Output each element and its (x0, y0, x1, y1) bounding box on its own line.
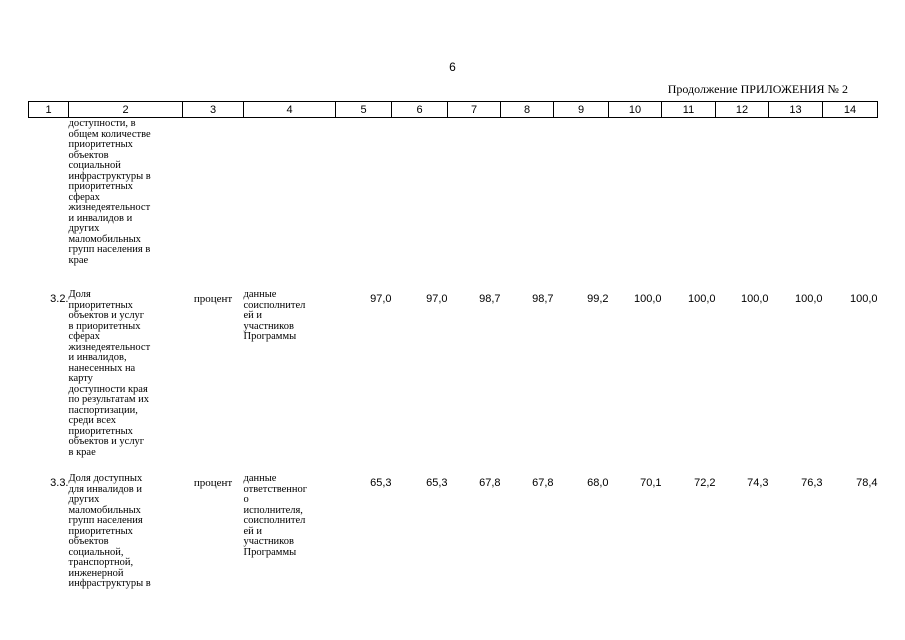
description-line: социальной (68, 160, 121, 171)
description-line: других (68, 494, 100, 505)
description-line: других (68, 223, 100, 234)
source-cell (244, 118, 336, 282)
row-index (29, 118, 69, 282)
unit-cell: процент (193, 477, 233, 489)
description-line: и инвалидов и (68, 212, 133, 224)
source-cell (244, 281, 336, 465)
appendix-table (28, 101, 878, 590)
value-cell: 99,2 (587, 293, 609, 305)
source-cell (244, 465, 336, 590)
description-line: в приоритетных (68, 320, 141, 332)
column-header: 4 (244, 102, 336, 118)
value-cell (554, 118, 609, 282)
column-header: 1 (29, 102, 69, 118)
source-line: ответственног (243, 483, 308, 495)
description-line: Доля (68, 289, 91, 300)
column-header: 9 (554, 102, 609, 118)
column-header: 3 (183, 102, 244, 118)
source-line: соисполнител (243, 299, 306, 311)
source-line: участников (243, 536, 294, 547)
row-index: 3.3. (50, 477, 69, 489)
column-header: 12 (716, 102, 769, 118)
description-line: крае (68, 254, 89, 266)
description-line: объектов и услуг (68, 436, 145, 447)
description-line: в крае (68, 446, 96, 458)
value-cell (501, 118, 554, 282)
description-line: карту (68, 373, 93, 384)
source-line: данные (243, 473, 277, 484)
value-cell (716, 118, 769, 282)
value-cell: 98,7 (479, 293, 501, 305)
value-cell: 72,2 (694, 477, 716, 489)
description-line: приоритетных (68, 425, 133, 437)
description-line: по результатам их (68, 394, 149, 405)
value-cell: 100,0 (633, 293, 662, 305)
row-index: 3.2. (50, 293, 69, 305)
value-cell (662, 118, 716, 282)
description-line: социальной, (68, 546, 124, 558)
description-line: сферах (68, 331, 100, 342)
column-header: 6 (392, 102, 448, 118)
column-header: 10 (609, 102, 662, 118)
description-line: групп населения в (68, 244, 151, 255)
source-line: исполнителя, (243, 504, 303, 516)
description-line: доступности края (68, 383, 148, 395)
unit-cell (183, 118, 244, 282)
unit-cell: процент (193, 293, 233, 305)
source-line: Программы (243, 331, 297, 342)
description-line: маломобильных (68, 233, 141, 245)
value-cell: 98,7 (532, 293, 554, 305)
description-line: жизнедеятельност (68, 202, 151, 213)
description-line: объектов (68, 149, 109, 161)
value-cell: 100,0 (849, 293, 878, 305)
description-line: сферах (68, 191, 100, 203)
description-line: объектов и услуг (68, 310, 145, 321)
value-cell: 67,8 (479, 477, 501, 489)
description-line: паспортизации, (68, 404, 138, 416)
value-cell (823, 118, 878, 282)
column-header: 8 (501, 102, 554, 118)
value-cell (609, 118, 662, 282)
table-row (29, 281, 878, 465)
source-line: Программы (243, 546, 297, 558)
indicator-description (69, 118, 183, 282)
source-line: о (243, 494, 249, 505)
source-line: участников (243, 320, 294, 332)
value-cell: 100,0 (687, 293, 716, 305)
value-cell: 100,0 (740, 293, 769, 305)
description-line: инфраструктуры в (68, 578, 151, 589)
description-line: приоритетных (68, 181, 133, 192)
description-line: групп населения (68, 515, 143, 526)
source-line: ей и (243, 310, 263, 321)
value-cell (448, 118, 501, 282)
table-row (29, 118, 878, 282)
value-cell: 70,1 (640, 477, 662, 489)
column-header: 2 (69, 102, 183, 118)
source-line: ей и (243, 525, 263, 537)
description-line: инфраструктуры в (68, 170, 151, 182)
description-line: объектов (68, 536, 109, 547)
value-cell (336, 118, 392, 282)
column-header: 5 (336, 102, 392, 118)
column-header: 7 (448, 102, 501, 118)
page-number: 6 (449, 60, 456, 74)
value-cell: 67,8 (532, 477, 554, 489)
description-line: транспортной, (68, 557, 134, 568)
value-cell: 74,3 (747, 477, 769, 489)
source-line: соисполнител (243, 515, 306, 526)
value-cell: 97,0 (370, 293, 392, 305)
value-cell: 65,3 (370, 477, 392, 489)
description-line: жизнедеятельност (68, 341, 151, 353)
description-line: среди всех (68, 415, 116, 426)
description-line: приоритетных (68, 299, 133, 311)
description-line: доступности, в (68, 118, 136, 129)
source-line: данные (243, 289, 277, 300)
value-cell: 68,0 (587, 477, 609, 489)
value-cell (392, 118, 448, 282)
description-line: нанесенных на (68, 362, 136, 374)
continuation-caption: Продолжение ПРИЛОЖЕНИЯ № 2 (667, 82, 848, 96)
description-line: для инвалидов и (68, 483, 142, 495)
description-line: маломобильных (68, 504, 141, 516)
table-row (29, 465, 878, 590)
indicator-description (69, 281, 183, 465)
value-cell (769, 118, 823, 282)
description-line: инженерной (68, 567, 124, 579)
value-cell: 76,3 (801, 477, 823, 489)
value-cell: 100,0 (794, 293, 823, 305)
description-line: Доля доступных (68, 473, 143, 484)
column-header: 11 (662, 102, 716, 118)
value-cell: 78,4 (856, 477, 878, 489)
description-line: приоритетных (68, 525, 133, 537)
column-header: 14 (823, 102, 878, 118)
description-line: и инвалидов, (68, 352, 127, 363)
description-line: общем количестве (68, 128, 151, 140)
indicator-description (69, 465, 183, 590)
column-header: 13 (769, 102, 823, 118)
description-line: приоритетных (68, 139, 133, 150)
value-cell: 97,0 (426, 293, 448, 305)
value-cell: 65,3 (426, 477, 448, 489)
header-row (29, 102, 878, 118)
